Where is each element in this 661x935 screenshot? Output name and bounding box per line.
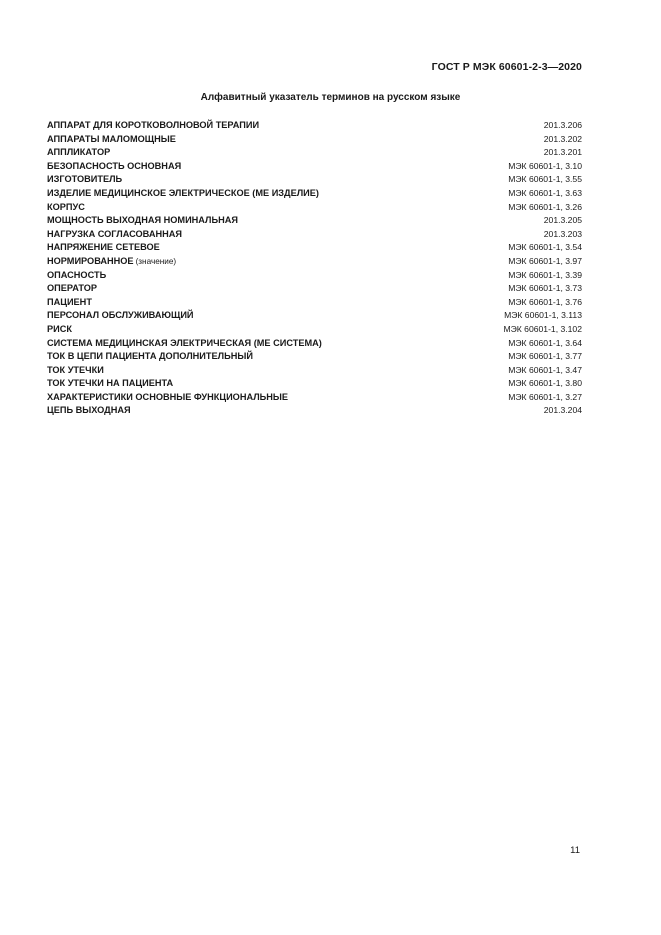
index-term xyxy=(47,269,106,283)
index-reference: МЭК 60601-1, 3.113 xyxy=(504,310,582,321)
index-term xyxy=(47,323,72,337)
index-term-text: ХАРАКТЕРИСТИКИ ОСНОВНЫЕ ФУНКЦИОНАЛЬНЫЕ xyxy=(47,391,289,402)
index-term xyxy=(47,241,160,255)
index-term xyxy=(47,173,122,187)
index-entry xyxy=(47,404,582,418)
index-reference: МЭК 60601-1, 3.47 xyxy=(508,364,582,375)
index-term-text: АППАРАТ ДЛЯ КОРОТКОВОЛНОВОЙ ТЕРАПИИ xyxy=(47,120,260,130)
index-entry xyxy=(47,201,582,215)
index-term-text: ТОК УТЕЧКИ xyxy=(47,364,104,375)
index-term-text: НОРМИРОВАННОЕ xyxy=(47,255,134,266)
page-number: 11 xyxy=(570,845,580,856)
index-reference: МЭК 60601-1, 3.77 xyxy=(508,351,582,362)
index-reference: МЭК 60601-1, 3.39 xyxy=(508,269,582,280)
index-reference: 201.3.205 xyxy=(543,215,582,226)
index-reference: 201.3.201 xyxy=(543,147,582,158)
index-reference: МЭК 60601-1, 3.97 xyxy=(508,255,582,266)
index-entry xyxy=(47,133,582,147)
index-term-text: КОРПУС xyxy=(47,201,85,212)
index-term xyxy=(47,391,288,405)
index-reference: 201.3.203 xyxy=(543,228,582,239)
index-reference: 201.3.202 xyxy=(543,133,582,144)
index-entry xyxy=(47,187,582,201)
index-term xyxy=(47,337,322,351)
index-term xyxy=(47,160,181,174)
index-entry xyxy=(47,337,582,351)
index-entry xyxy=(47,377,582,391)
index-term-text: ТОК В ЦЕПИ ПАЦИЕНТА ДОПОЛНИТЕЛЬНЫЙ xyxy=(47,351,253,362)
index-term xyxy=(47,228,182,242)
index-entry xyxy=(47,350,582,364)
index-term xyxy=(47,350,253,364)
index-entry xyxy=(47,282,582,296)
index-entry xyxy=(47,241,582,255)
index-entry xyxy=(47,269,582,283)
index-term-text: НАГРУЗКА СОГЛАСОВАННАЯ xyxy=(47,228,183,239)
index-entry xyxy=(47,146,582,160)
term-index-list xyxy=(47,119,582,418)
document-code: ГОСТ Р МЭК 60601-2-3—2020 xyxy=(431,61,582,73)
index-term xyxy=(47,404,131,418)
index-term-text: НАПРЯЖЕНИЕ СЕТЕВОЕ xyxy=(47,242,160,253)
index-entry xyxy=(47,214,582,228)
index-entry xyxy=(47,228,582,242)
index-entry xyxy=(47,309,582,323)
index-term xyxy=(47,282,97,296)
index-term-text: ТОК УТЕЧКИ НА ПАЦИЕНТА xyxy=(47,378,174,389)
index-term xyxy=(47,377,173,391)
index-entry xyxy=(47,119,582,133)
index-reference: МЭК 60601-1, 3.54 xyxy=(508,242,582,253)
index-reference: МЭК 60601-1, 3.55 xyxy=(508,174,582,185)
index-reference: 201.3.206 xyxy=(543,120,582,130)
index-term xyxy=(47,364,104,378)
index-term xyxy=(47,214,238,228)
index-term-text: СИСТЕМА МЕДИЦИНСКАЯ ЭЛЕКТРИЧЕСКАЯ (МЕ СИСТЕМА) xyxy=(47,337,322,348)
index-title: Алфавитный указатель терминов на русском языке xyxy=(200,92,461,103)
index-reference: МЭК 60601-1, 3.73 xyxy=(508,283,582,294)
index-term-text: ЦЕПЬ ВЫХОДНАЯ xyxy=(47,405,131,416)
index-term-qualifier: (значение) xyxy=(135,256,177,266)
index-term xyxy=(47,119,259,133)
index-term-text: МОЩНОСТЬ ВЫХОДНАЯ НОМИНАЛЬНАЯ xyxy=(47,215,238,226)
index-reference: МЭК 60601-1, 3.63 xyxy=(508,187,582,198)
index-term-text: АППАРАТЫ МАЛОМОЩНЫЕ xyxy=(47,133,176,144)
index-entry xyxy=(47,364,582,378)
index-entry xyxy=(47,173,582,187)
index-term-text: ОПЕРАТОР xyxy=(47,283,98,294)
index-reference: МЭК 60601-1, 3.80 xyxy=(508,378,582,389)
index-term-text: ИЗДЕЛИЕ МЕДИЦИНСКОЕ ЭЛЕКТРИЧЕСКОЕ (МЕ ИЗДЕЛИЕ) xyxy=(47,187,319,198)
index-entry xyxy=(47,160,582,174)
index-entry xyxy=(47,323,582,337)
index-term xyxy=(47,309,194,323)
index-term xyxy=(47,255,176,269)
index-reference: МЭК 60601-1, 3.10 xyxy=(508,160,582,171)
index-entry xyxy=(47,255,582,269)
index-entry xyxy=(47,391,582,405)
index-term xyxy=(47,146,110,160)
index-reference: 201.3.204 xyxy=(543,405,582,416)
index-term-text: ПАЦИЕНТ xyxy=(47,296,92,307)
index-term-text: ПЕРСОНАЛ ОБСЛУЖИВАЮЩИЙ xyxy=(47,310,194,321)
index-term xyxy=(47,187,319,201)
index-term-text: ИЗГОТОВИТЕЛЬ xyxy=(47,174,123,185)
index-reference: МЭК 60601-1, 3.27 xyxy=(508,391,582,402)
index-term-text: ОПАСНОСТЬ xyxy=(47,269,107,280)
index-reference: МЭК 60601-1, 3.26 xyxy=(508,201,582,212)
index-reference: МЭК 60601-1, 3.76 xyxy=(508,296,582,307)
index-term-text: АППЛИКАТОР xyxy=(47,147,111,158)
index-reference: МЭК 60601-1, 3.64 xyxy=(508,337,582,348)
index-reference: МЭК 60601-1, 3.102 xyxy=(503,323,582,334)
index-term-text: РИСК xyxy=(47,323,72,334)
index-term xyxy=(47,133,176,147)
index-term xyxy=(47,296,92,310)
index-entry xyxy=(47,296,582,310)
index-term-text: БЕЗОПАСНОСТЬ ОСНОВНАЯ xyxy=(47,160,182,171)
index-term xyxy=(47,201,85,215)
